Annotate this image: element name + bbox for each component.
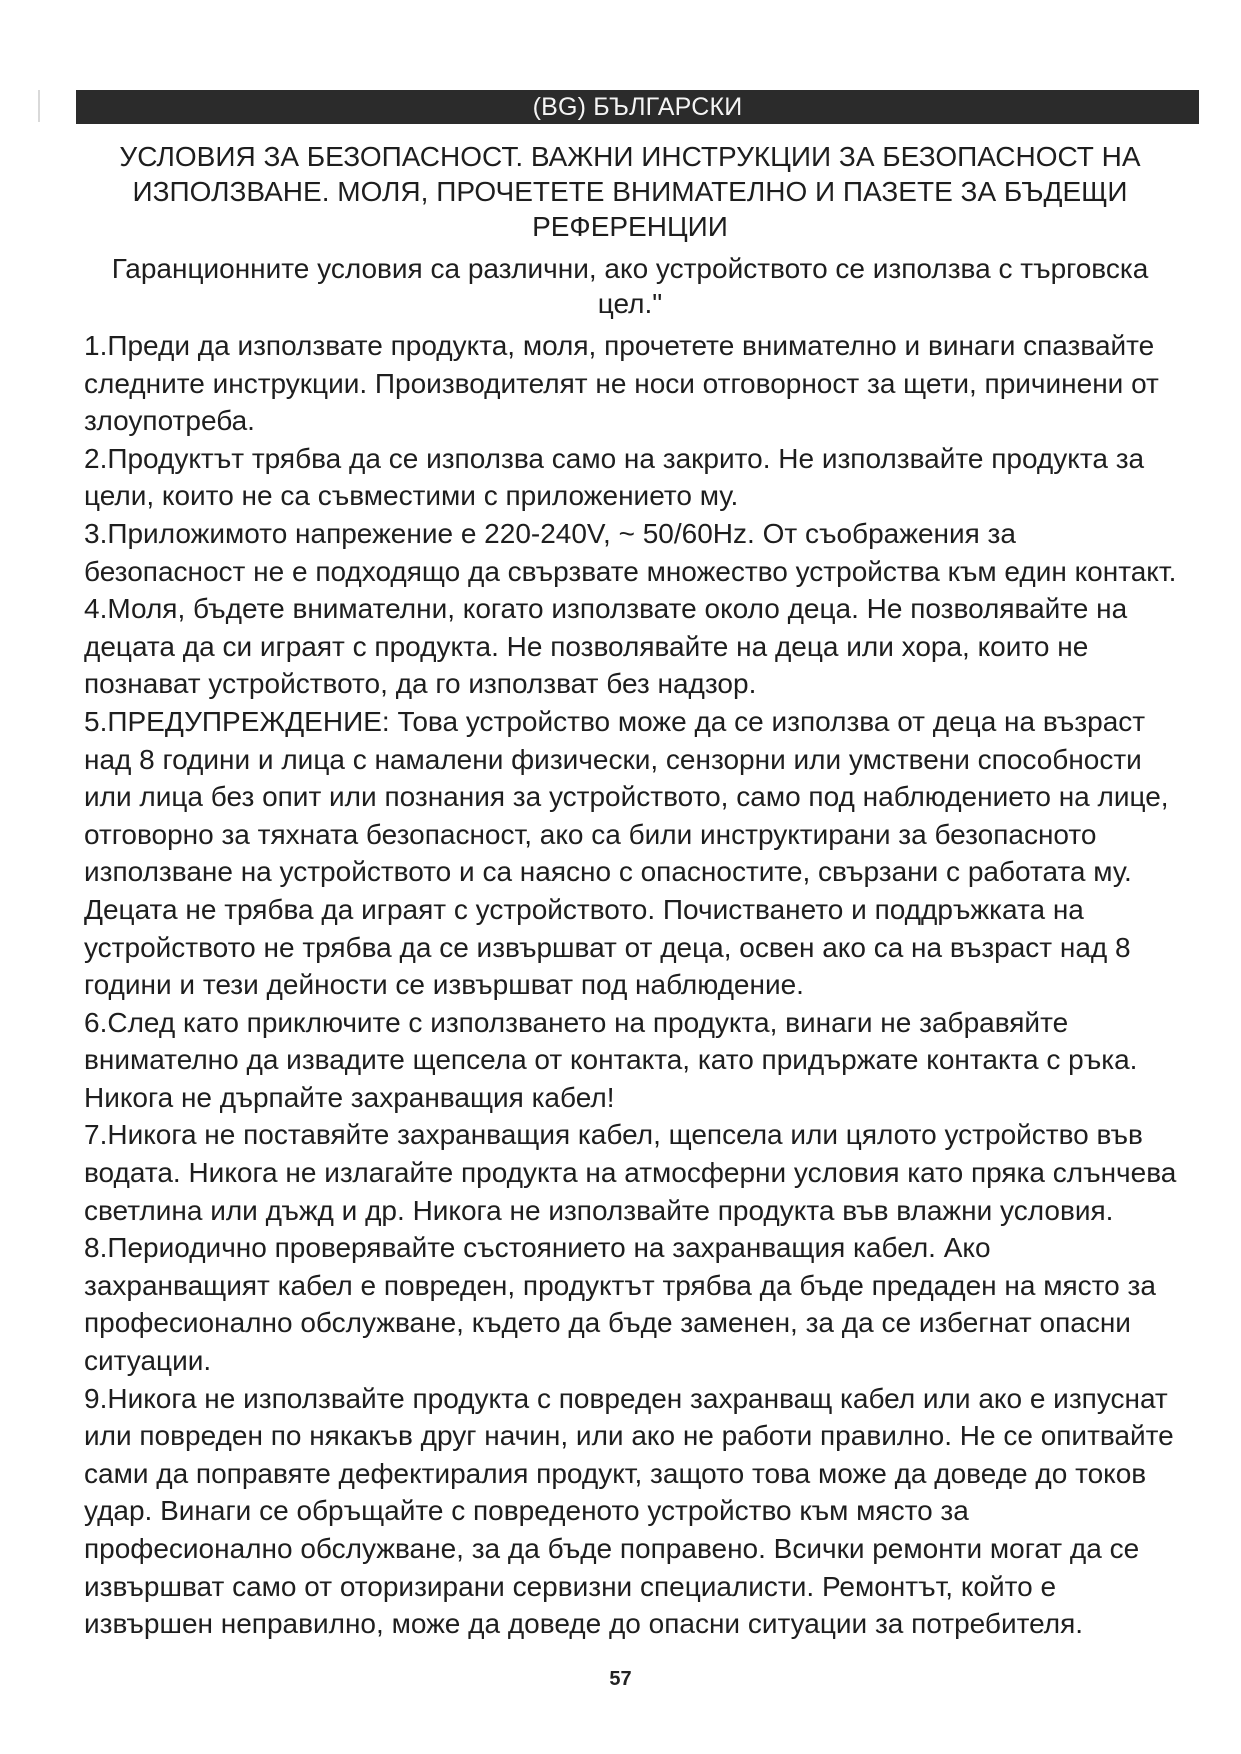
page-number: 57 xyxy=(609,1668,632,1690)
instruction-item-2: 2.Продуктът трябва да се използва само на закрито. Не използвайте продукта за цели, които не са съвместими с приложението му. xyxy=(84,442,1145,512)
instruction-item-7: 7.Никога не поставяйте захранващия кабел, щепсела или цялото устройство във водата. Никога не излагайте продукта на атмосферни условия като пряка слънчева светлина или дъжд и др. Никога не използвайте продукта във влажни условия. xyxy=(84,1119,1177,1226)
instruction-item-6: 6.След като приключите с използването на продукта, винаги не забравяйте внимателно да извадите щепсела от контакта, като придържате контакта с ръка. Никога не дърпайте захранващия кабел! xyxy=(84,1006,1138,1113)
safety-instructions-list xyxy=(84,327,1184,1643)
language-header-bar: (BG) БЪЛГАРСКИ xyxy=(76,90,1199,124)
warranty-note: Гаранционните условия са различни, ако устройството се използва с търговска цел." xyxy=(111,253,1149,319)
instruction-item-4: 4.Моля, бъдете внимателни, когато използвате около деца. Не позволявайте на децата да си играят с продукта. Не позволявайте на деца или хора, които не познават устройството, да го използват без надзор. xyxy=(84,593,1128,700)
instruction-item-8: 8.Периодично проверявайте състоянието на захранващия кабел. Ако захранващият кабел е повреден, продуктът трябва да бъде предаден на място за професионално обслужване, където да бъде заменен, за да се избегнат опасни ситуации. xyxy=(84,1232,1156,1377)
instruction-item-9: 9.Никога не използвайте продукта с повреден захранващ кабел или ако е изпуснат или повреден по някакъв друг начин, или ако не работи правилно. Не се опитвайте сами да поправяте дефектиралия продукт, защото това може да доведе до токов удар. Винаги се обръщайте с повреденото устройство към място за професионално обслужване, за да бъде поправено. Всички ремонти могат да се извършват само от оторизирани сервизни специалисти. Ремонтът, който е извършен неправилно, може да доведе до опасни ситуации за потребителя. xyxy=(84,1382,1174,1640)
margin-mark xyxy=(38,90,40,122)
instruction-item-5: 5.ПРЕДУПРЕЖДЕНИЕ: Това устройство може да се използва от деца на възраст над 8 години и лица с намалени физически, сензорни или умствени способности или лица без опит или познания за устройството, само под наблюдението на лице, отговорно за тяхната безопасност, ако са били инструктирани за безопасното използване на устройството и са наясно с опасностите, свързани с работата му. Децата не трябва да играят с устройството. Почистването и поддръжката на устройството не трябва да се извършват от деца, освен ако са на възраст над 8 години и тези дейности се извършват под наблюдение. xyxy=(84,705,1169,1001)
safety-heading: УСЛОВИЯ ЗА БЕЗОПАСНОСТ. ВАЖНИ ИНСТРУКЦИИ ЗА БЕЗОПАСНОСТ НА ИЗПОЛЗВАНЕ. МОЛЯ, ПРОЧЕТЕТЕ ВНИМАТЕЛНО И ПАЗЕТЕ ЗА БЪДЕЩИ РЕФЕРЕНЦИИ xyxy=(119,141,1141,242)
instruction-item-1: 1.Преди да използвате продукта, моля, прочетете внимателно и винаги спазвайте следните инструкции. Производителят не носи отговорност за щети, причинени от злоупотреба. xyxy=(84,330,1159,437)
instruction-item-3: 3.Приложимото напрежение е 220-240V, ~ 50/60Hz. От съображения за безопасност не е подходящо да свързвате множество устройства към един контакт. xyxy=(84,517,1177,587)
